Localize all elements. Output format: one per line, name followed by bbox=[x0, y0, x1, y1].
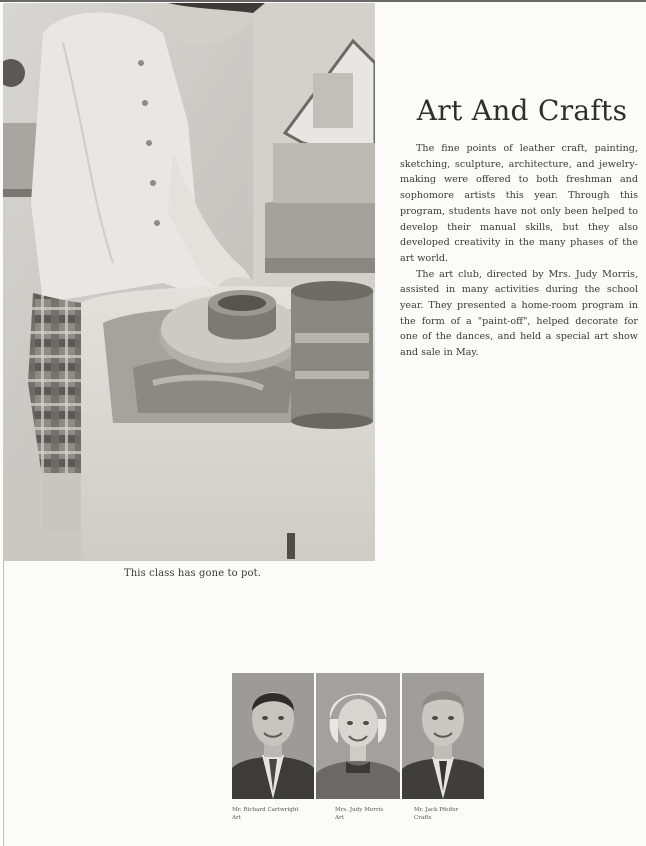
page-title: Art And Crafts bbox=[416, 94, 628, 127]
portrait-pfeifer bbox=[402, 673, 484, 799]
faculty-name: Mr. Richard Cartwright bbox=[232, 807, 299, 813]
article-paragraph: The art club, directed by Mrs. Judy Morris, assisted in many activities during the school year. They presented a home-room program in the form of a "paint-off", helped decorate for one of the dances, and held a special art show and sale in May. bbox=[400, 268, 638, 359]
article-paragraph: The fine points of leather craft, painting, sketching, sculpture, architecture, and jewelry-making were offered to both freshman and sophomore artists this year. Through this program, students have not only been helped to develop their manual skills, but they also developed creativity in the many phases of the art world. bbox=[400, 143, 638, 264]
top-rule bbox=[0, 0, 646, 2]
portrait-caption bbox=[232, 806, 299, 822]
portrait-cartwright bbox=[232, 673, 314, 799]
faculty-subject: Art bbox=[232, 815, 241, 821]
faculty-name: Mrs. Judy Morris bbox=[335, 807, 384, 813]
faculty-subject: Crafts bbox=[414, 815, 432, 821]
portrait-caption bbox=[335, 806, 383, 822]
portrait-morris bbox=[316, 673, 400, 799]
portrait-caption bbox=[414, 806, 458, 822]
faculty-subject: Art bbox=[335, 815, 344, 821]
pottery-photo bbox=[3, 3, 375, 561]
margin-rule bbox=[3, 560, 4, 846]
article-body bbox=[400, 141, 638, 361]
photo-caption: This class has gone to pot. bbox=[124, 568, 262, 579]
faculty-name: Mr. Jack Pfeifer bbox=[414, 807, 459, 813]
